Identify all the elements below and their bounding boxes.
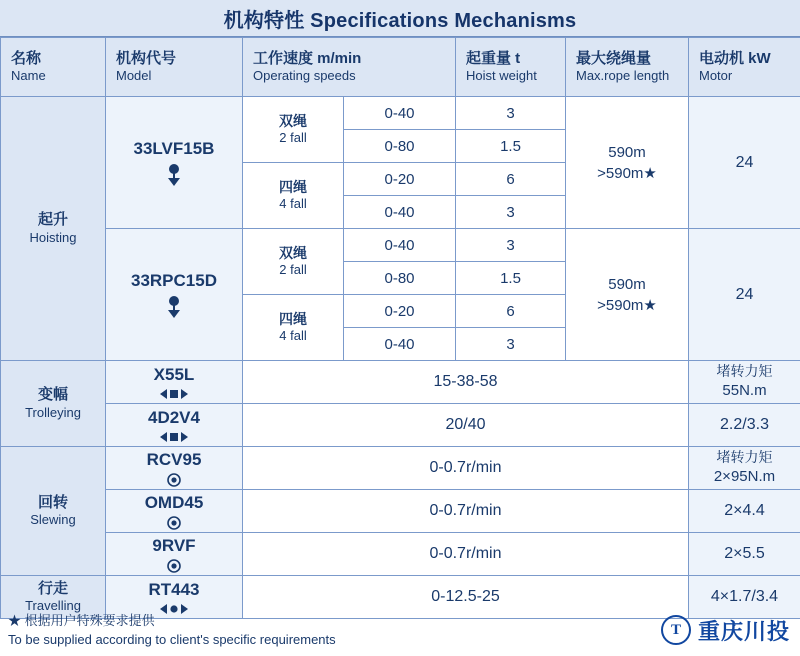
speed-value: 0-0.7r/min (243, 447, 689, 490)
speed-value: 0-80 (344, 130, 456, 163)
weight-value: 3 (456, 328, 566, 361)
slew-icon (106, 473, 242, 487)
footnote-en: To be supplied according to client's specific requirements (8, 632, 336, 647)
table-row (1, 404, 800, 447)
footnote (8, 611, 336, 650)
specifications-table (0, 37, 800, 619)
group-hoisting: 起升 Hoisting (1, 97, 106, 361)
model-cell: RT443 (106, 576, 243, 619)
model-cell: 33LVF15B (106, 97, 243, 229)
table-row (1, 361, 800, 404)
speed-value: 0-0.7r/min (243, 533, 689, 576)
logo-text: 重庆川投 (697, 618, 790, 644)
header-motor: 电动机 kW Motor (689, 38, 800, 97)
fall-2: 双绳 2 fall (243, 229, 344, 295)
page-footer (0, 604, 800, 656)
table-row (1, 533, 800, 576)
fall-4: 四绳 4 fall (243, 163, 344, 229)
hoist-icon (106, 295, 242, 319)
motor-value: 堵转力矩 2×95N.m (689, 447, 800, 490)
model-cell: 4D2V4 (106, 404, 243, 447)
model-cell: 9RVF (106, 533, 243, 576)
trolley-icon (106, 388, 242, 400)
table-row (1, 490, 800, 533)
weight-value: 1.5 (456, 130, 566, 163)
model-cell: 33RPC15D (106, 229, 243, 361)
motor-value: 2×4.4 (689, 490, 800, 533)
trolley-icon (106, 431, 242, 443)
model-cell: OMD45 (106, 490, 243, 533)
speed-value: 0-20 (344, 163, 456, 196)
page-title-bar (0, 0, 800, 37)
header-hoist-weight: 起重量 t Hoist weight (456, 38, 566, 97)
motor-value: 24 (689, 229, 800, 361)
header-name: 名称 Name (1, 38, 106, 97)
fall-4: 四绳 4 fall (243, 295, 344, 361)
speed-value: 0-20 (344, 295, 456, 328)
weight-value: 3 (456, 97, 566, 130)
speed-value: 0-40 (344, 196, 456, 229)
table-header-row (1, 38, 800, 97)
motor-value: 堵转力矩 55N.m (689, 361, 800, 404)
speed-value: 0-0.7r/min (243, 490, 689, 533)
speed-value: 0-40 (344, 229, 456, 262)
motor-value: 4×1.7/3.4 (689, 576, 800, 619)
model-cell: X55L (106, 361, 243, 404)
slew-icon (106, 559, 242, 573)
speed-value: 15-38-58 (243, 361, 689, 404)
group-slewing: 回转 Slewing (1, 447, 106, 576)
table-row (1, 447, 800, 490)
speed-value: 0-40 (344, 328, 456, 361)
header-max-rope-length: 最大绕绳量 Max.rope length (566, 38, 689, 97)
header-operating-speeds: 工作速度 m/min Operating speeds (243, 38, 456, 97)
table-row (1, 97, 800, 130)
company-logo (661, 615, 790, 646)
weight-value: 3 (456, 229, 566, 262)
group-travelling: 行走 Travelling (1, 576, 106, 619)
logo-mark-icon: T (661, 615, 691, 645)
header-model: 机构代号 Model (106, 38, 243, 97)
motor-value: 2×5.5 (689, 533, 800, 576)
group-trolleying: 变幅 Trolleying (1, 361, 106, 447)
speed-value: 20/40 (243, 404, 689, 447)
weight-value: 1.5 (456, 262, 566, 295)
fall-2: 双绳 2 fall (243, 97, 344, 163)
speed-value: 0-12.5-25 (243, 576, 689, 619)
footnote-cn: ★ 根据用户特殊要求提供 (8, 612, 155, 628)
rope-length-cell: 590m >590m★ (566, 229, 689, 361)
rope-length-cell: 590m >590m★ (566, 97, 689, 229)
page-title: 机构特性 Specifications Mechanisms (223, 9, 577, 32)
weight-value: 6 (456, 163, 566, 196)
speed-value: 0-40 (344, 97, 456, 130)
model-cell: RCV95 (106, 447, 243, 490)
motor-value: 2.2/3.3 (689, 404, 800, 447)
weight-value: 3 (456, 196, 566, 229)
slew-icon (106, 516, 242, 530)
motor-value: 24 (689, 97, 800, 229)
speed-value: 0-80 (344, 262, 456, 295)
table-row (1, 229, 800, 262)
hoist-icon (106, 163, 242, 187)
weight-value: 6 (456, 295, 566, 328)
